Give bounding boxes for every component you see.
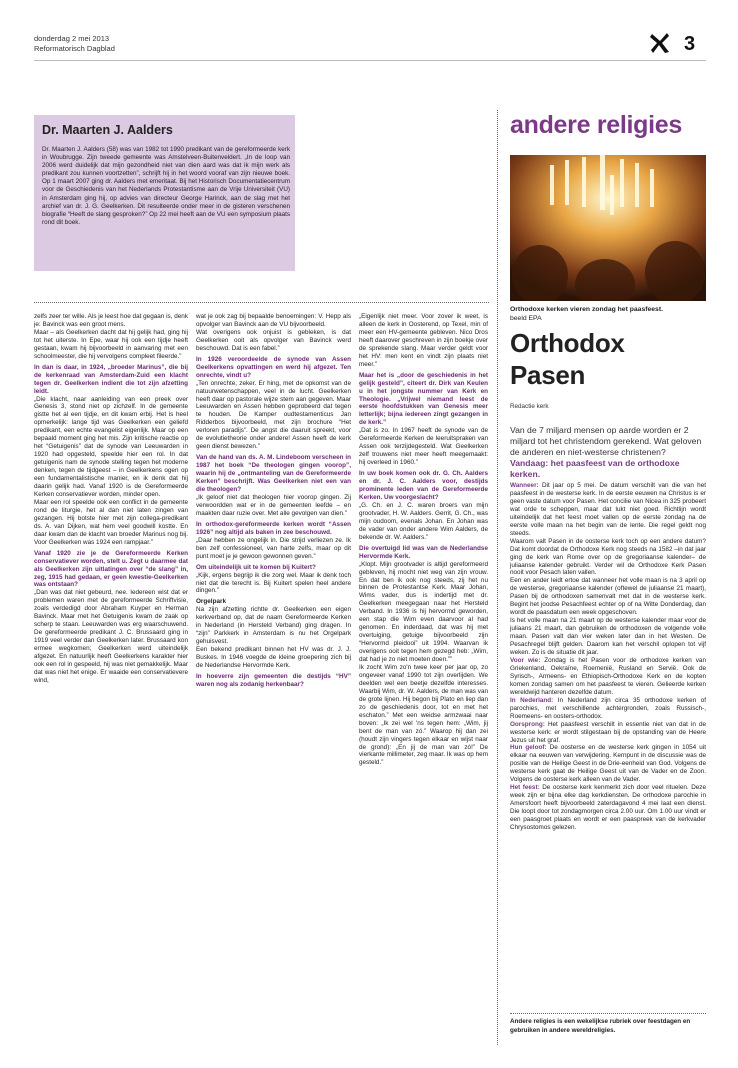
paragraph: wat je ook zag bij bepaalde benoemingen: V. Hepp als opvolger van Bavinck aan de VU bijvoorbeeld. [196, 313, 351, 328]
paragraph: „Ten onrechte, zeker. Er hing, met de opkomst van de natuurwetenschappen, veel in de lucht. Geelkerken heeft daar op pastorale wijze stem aan gegeven. Maar Leeuwarden en Assen hebben geprobeerd dat tegen te houden. De Kamper oudtestamenticus Jan Ridderbos bijvoorbeeld, met zijn brochure “Het verloren paradijs”. De angst die daaruit spreekt, voor de evolutietheorie onder andere! Assen heeft de kerk geen dienst bewezen.” [196, 379, 351, 451]
paragraph-label: Hun geloof: [510, 744, 547, 752]
sidebar-paragraph [510, 577, 706, 617]
bio-text: Dr. Maarten J. Aalders (58) was van 1982 tot 1990 predikant van de gereformeerde kerk in Woubrugge. Zijn tweede gemeente was Amstelveen-Buitenveldert. „In de loop van 2006 werd duidelijk dat mijn gezondheid niet van dien aard was dat ik mijn werk als predikant zou kunnen voortzetten”, schrijft hij in het woord vooraf van zijn nieuwe boek. Op 1 maart 2007 ging dr. Aalders met emeritaat. Bij het Historisch Documentatiecentrum voor de Geschiedenis van het Nederlands Protestantisme aan de Vrije Universiteit (VU) in Amsterdam ging hij, op advies van directeur George Harinck, aan de slag met het archief van dr. J. G. Geelkerken. Dit resulteerde onder meer in de gisteren verschenen biografie “Heeft de slang gesproken?” Op 22 mei heeft aan de VU een symposium plaats rond dit boek. [42, 146, 290, 226]
sidebar-andere-religies [510, 110, 707, 1034]
interview-question: In 1926 veroordeelde de synode van Assen Geelkerkens opvattingen en werd hij afgezet. Ten onrechte, vindt u? [196, 355, 351, 379]
paragraph: „Eigenlijk niet meer. Voor zover ik weet, is alleen de kerk in Oosterend, op Texel, min of meer een HV-gemeente gebleven. Nico Dros heeft daarover geschreven in zijn boekje over de sprekende slang. Maar verder geldt voor het HV: men kent en vindt zijn plaats niet meer.” [359, 313, 488, 368]
interview-question: In orthodox-gereformeerde kerken wordt “Assen 1926” nog altijd als baken in zee beschouwd. [196, 520, 351, 536]
intro-highlight: Vandaag: het paasfeest van de orthodoxe kerken. [510, 458, 680, 479]
paragraph-text: De oosterse en de westerse kerk gingen in 1054 uit elkaar na eeuwen van verwijdering. Kernpunt in de discussie was de positie van de Heilige Geest in de Drie-eenheid van God. Volgens de westerse kerk gaat de Heilige Geest uit van de Vader en de Zoon. Volgens de oosterse kerk alleen van de Vader. [510, 744, 706, 784]
byline: Redactie kerk [510, 403, 549, 410]
interview-question: Van de hand van ds. A. M. Lindeboom verscheen in 1987 het boek “De theologen gingen voorop”, waarin hij de „ontmanteling van de Gereformeerde Kerken” beschrijft. Was Geelkerken niet een van die theologen? [196, 454, 351, 494]
sidebar-body [510, 482, 706, 832]
paragraph-label: Voor wie: [510, 656, 541, 664]
rubric-footnote: Andere religies is een wekelijkse rubriek over feestdagen en gebruiken in andere wereldreligies. [510, 1018, 691, 1034]
interview-question: In dan is daar, in 1924, „broeder Marinus”, die bij de kerkenraad van Amsterdam-Zuid een klacht tegen dr. Geelkerken indient die tot zijn afzetting leidt. [34, 363, 188, 395]
sidebar-intro [510, 425, 706, 480]
article-column-1 [34, 313, 188, 685]
paragraph-text: Is het volle maan na 21 maart op de westerse kalender maar voor de juliaans 21 maart, dan gebruiken de orthodoxen de volgende volle maan. Pasen valt dan vier weken later dan in het Westen. De Pesachregel blijft gelden. Daarom kan het verschil oplopen tot vijf weken. Zo is de situatie dit jaar. [510, 617, 706, 657]
paragraph-text: Dit jaar op 5 mei. De datum verschilt van die van het paasfeest in de westerse kerk. In de eerste eeuwen na Christus is er geen vaste datum voor Pasen. Het concilie van Nicea in 325 probeert wat orde te scheppen, maar dat lukt niet goed. Richtlijn wordt uiteindelijk dat het feest moet vallen op de eerste zondag na de eerste volle maan na het begin van de lente. Die regel geldt nog steeds. [510, 482, 706, 537]
newspaper-name: Reformatorisch Dagblad [34, 44, 115, 53]
footnote-rule [510, 1013, 706, 1014]
subheading: Orgelpark [196, 598, 226, 606]
interview-question: Die overtuigd lid was van de Nederlandse Hervormde Kerk. [359, 544, 488, 560]
paragraph-text: Het paasfeest verschilt in essentie niet van dat in de westerse kerk: er wordt stilgestaan bij de opstanding van de Heere Jezus uit het graf. [510, 720, 706, 744]
paragraph: „Dat is zo. In 1967 heeft de synode van de Gereformeerde Kerken de leeruitspraken van Assen ook terzijdegesteld. Wat Geelkerken zelf trouwens niet meer heeft meegemaakt: hij overleed in 1960.” [359, 427, 488, 467]
sidebar-paragraph [510, 784, 706, 832]
paragraph: Wat overigens ook onjuist is gebleken, is dat Geelkerken ooit als opvolger van Bavinck werd beschouwd. Dat is een fabel.” [196, 328, 351, 352]
paragraph: Maar een rol speelde ook een conflict in de gemeente rond de liturgie, het al dan niet laten zingen van gezangen. Hij botste hier met zijn collega-predikant ds. A. van Dijken, wat hem veel goodwill kostte. En daar kwam dan de klacht van broeder Marinus nog bij. Voor Geelkerken was 1924 een rampjaar.” [34, 498, 188, 546]
masthead [34, 34, 115, 54]
page-number: 3 [684, 33, 696, 55]
interview-question: Vanaf 1920 zie je de Gereformeerde Kerken conservatiever worden, stelt u. Zegt u daarmee dat als Geelkerken zijn uitlatingen over “de slang” in, zeg, 1915 had gedaan, er geen kwestie-Geelkerken was ontstaan? [34, 549, 188, 589]
bio-box [34, 115, 295, 271]
caption-text: Orthodoxe kerken vieren zondag het paasfeest. [510, 306, 663, 313]
paragraph-text: In Nederland zijn circa 35 orthodoxe kerken of parochies, met verschillende achtergronden, zoals Russisch-, Roemeens- en oosters-orthodox. [510, 696, 706, 720]
paragraph: Een bekend predikant binnen het HV was dr. J. J. Buskes. In 1946 voegde de kleine groepering zich bij de Nederlandse Hervormde Kerk. [196, 646, 351, 670]
paragraph-text: Een en ander leidt ertoe dat wanneer het volle maan is na 3 april op de westerse, gregoriaanse kalender (oftewel de juliaanse 21 maart), Pasen bij de orthodoxen samenvalt met dat in de westerse kerk. Begint het joodse Pesachfeest echter op of na Witte Donderdag, dan wordt de paasdatum een week opgeschoven. [510, 577, 706, 617]
column-divider [497, 110, 498, 1045]
paragraph: Ik zocht Wim zo'n twee keer per jaar op, zo ongeveer vanaf 1990 tot zijn overlijden. We deelden wel een beetje dezelfde interesses. Waarbij Wim, dr. W. Aalders, de man was van de grote lijnen. Hij begon bij Plato en liep dan zo de geschiedenis door, tot en met het eschaton.” Met een weidse armzwaai naar boven: „Ik zei wel 'ns tegen hem: „Wim, jij bent de man van zó.” Waarop hij dan zei (houdt zijn vingers tegen elkaar en wijst naar de grond): „En jij de man van zó!” De vierkante millimeter, zeg maar. Ik was op hem gesteld.” [359, 663, 488, 767]
paragraph: „G. Ch. en J. C. waren broers van mijn grootvader, H. W. Aalders. Gerrit, G. Ch., was mijn oudoom, evenals Johan. En Johan was de vader van onder andere Wim Aalders, de bekende dr. W. Aalders.” [359, 501, 488, 541]
paragraph-label: In Nederland: [510, 696, 554, 704]
paragraph-text: Zondag is het Pasen voor de orthodoxe kerken van Griekenland, Oekraïne, Roemenië, Rusland en Servië. Ook de Syrisch-, Armeens- en Ethiopisch-Orthodoxe Kerk en de kopten komen zondag samen om het paasfeest te vieren. Gelieerde kerken wereldwijd hanteren dezelfde datum. [510, 656, 706, 696]
paragraph: „Die klacht, naar aanleiding van een preek over Genesis 3, stond niet op zichzelf. In de gemeente gistte het al een tijdje, en dit kwam erbij. Het is heel opmerkelijk: lange tijd was Geelkerken een geliefd predikant, een echte evangelist eigenlijk. Maar op een bepaald moment ging het mis. Zijn kritische reactie op het “Getuigenis” dat de synode van Leeuwarden in 1920 had opgesteld, speelde hier een rol. In dat getuigenis nam de synode stelling tegen het moderne denken, tegen de tijdgeest – in Geelkerkens ogen op een fundamentalistische manier, en ik denk dat hij daarin gelijk had. Vanaf 1920 is de Gereformeerde Kerken conservatiever worden, minder open. [34, 395, 188, 498]
issue-date: donderdag 2 mei 2013 [34, 34, 110, 43]
paragraph: „Kijk, ergens begrijp ik die zorg wel. Maar ik denk toch niet dat die terecht is. Bij Kuitert spelen heel andere dingen.” [196, 571, 351, 595]
paragraph: „Klopt. Mijn grootvader is altijd gereformeerd gebleven, hij mocht niet weg van zijn vrouw. En dat ben ik ook nog steeds, zij het nu binnen de Protestantse Kerk. Maar Johan, Wims vader, dus is indertijd met dr. Geelkerken meegegaan naar het Hersteld Verband. In 1936 is hij hervormd geworden, een stap die Wim even daarvoor al had genomen. En inderdaad, dat was hij met overtuiging, getuige bijvoorbeeld zijn “Hervormd pleidooi” uit 1994. Waarvan ik overigens ooit tegen hem gezegd heb: „Wim, dat had je zo niet moeten doen.”” [359, 560, 488, 664]
paragraph-label: Het feest: [510, 784, 540, 792]
photo-credit: beeld EPA [510, 315, 542, 322]
paragraph: „Ik geloof niet dat theologen hier voorop gingen. Zij verwoordden wat er in de gemeenten leefde – en maakten daar ruzie over. Met alle gevolgen van dien.” [196, 493, 351, 517]
paragraph-text: De oosterse kerk kenmerkt zich door veel rituelen. Deze week zijn er bijna elke dag kerkdiensten. De orthodoxe parochie in Amersfoort heeft bijvoorbeeld zaterdagavond 4 mei laat een dienst. Die loopt door tot zondagmorgen circa 2.00 uur. Om 1.00 uur vindt er een paasgroet plaats en wordt er een paaspreek van de kerkvader Chrysostomos gelezen. [510, 784, 707, 831]
sidebar-paragraph [510, 538, 706, 578]
photo-caption [510, 305, 706, 323]
paragraph-text: Waarom valt Pasen in de oosterse kerk toch op een andere datum? Dat komt doordat de Orthodoxe Kerk nog steeds na 1582 –in dat jaar ging de kerk van Rome over op de gregoriaanse kalender– de juliaanse kalender gebruikt. Verder wil de Orthodoxe Kerk Pasen nooit voor Pesach laten vallen. [510, 537, 706, 577]
interview-question: In uw boek komen ook dr. G. Ch. Aalders en dr. J. C. Aalders voor, destijds prominente leden van de Gereformeerde Kerken. Uw voorgeslacht? [359, 470, 488, 501]
rd-logo-icon [650, 32, 670, 54]
paragraph-label: Oorsprong: [510, 720, 545, 728]
article-divider [34, 302, 489, 303]
intro-text: Van de 7 miljard mensen op aarde worden er 2 miljard tot het christendom gerekend. Wat geloven de anderen en niet-westerse christenen? [510, 425, 702, 457]
sidebar-paragraph [510, 721, 706, 745]
sidebar-paragraph [510, 744, 706, 784]
sidebar-paragraph [510, 482, 706, 538]
paragraph: „Daar hebben ze ongelijk in. Die strijd verliezen ze. Ik ben zelf confessioneel, van harte zelfs, maar op dit punt moet je je gewoon gewonnen geven.” [196, 536, 351, 560]
paragraph: „Dan was dat niet gebeurd, nee. Iedereen wist dat er problemen waren met de gereformeerde Schriftvisie, zoals verdedigd door Abraham Kuyper en Herman Bavinck. Maar met het Getuigenis kwam de zaak op scherp te staan. Leeuwarden was erg waarschuwend. De gereformeerde predikant J. C. Brussaard ging in 1919 veel verder dan Geelkerken later. Brussaard kon ermee wegkomen; Geelkerken werd uiteindelijk afgezet. En natuurlijk heeft Geelkerkens karakter hier ook een rol in gespeeld, hij was niet gemakkelijk. Maar dat was niet het enige. Er waaide een conservatievere wind, [34, 589, 188, 684]
sidebar-headline: Orthodox Pasen [510, 328, 625, 390]
paragraph-label: Wanneer: [510, 482, 539, 489]
article-column-3 [359, 313, 488, 767]
section-title: andere religies [510, 111, 682, 139]
bio-title: Dr. Maarten J. Aalders [42, 123, 173, 137]
interview-question: Om uiteindelijk uit te komen bij Kuitert? [196, 563, 316, 571]
interview-question: In hoeverre zijn gemeenten die destijds “HV” waren nog als zodanig herkenbaar? [196, 672, 351, 688]
masthead-rule [34, 60, 706, 61]
sidebar-paragraph [510, 697, 706, 721]
paragraph: zelfs zeer ter wille. Als je leest hoe dat gegaan is, denk je: Bavinck was een groot mens. [34, 313, 188, 328]
sidebar-paragraph [510, 617, 706, 657]
sidebar-paragraph [510, 657, 706, 697]
interview-question: Maar het is „door de geschiedenis in het gelijk gesteld”, citeert dr. Dirk van Keulen u in het jongste nummer van Kerk en Theologie. „Vrijwel niemand leest de eerste hoofdstukken van Genesis meer letterlijk; bijna iedereen zingt gezangen in de kerk.” [359, 371, 488, 427]
paragraph: Maar – als Geelkerken dacht dat hij gelijk had, ging hij tot het uiterste. In Epe, waar hij ook een tijdje heeft gestaan, kwam hij bijvoorbeeld in aanvaring met een schoolmeester, die hij vervolgens compleet fileerde.” [34, 328, 188, 360]
paragraph: Na zijn afzetting richtte dr. Geelkerken een eigen kerkverband op, dat de naam Gereformeerde Kerken in Nederland (in Hersteld Verband) ging dragen. In “zijn” Parkkerk in Amsterdam is nu het Orgelpark gehuisvest. [196, 606, 351, 646]
candles-photo [510, 155, 706, 301]
article-column-2 [196, 313, 351, 689]
